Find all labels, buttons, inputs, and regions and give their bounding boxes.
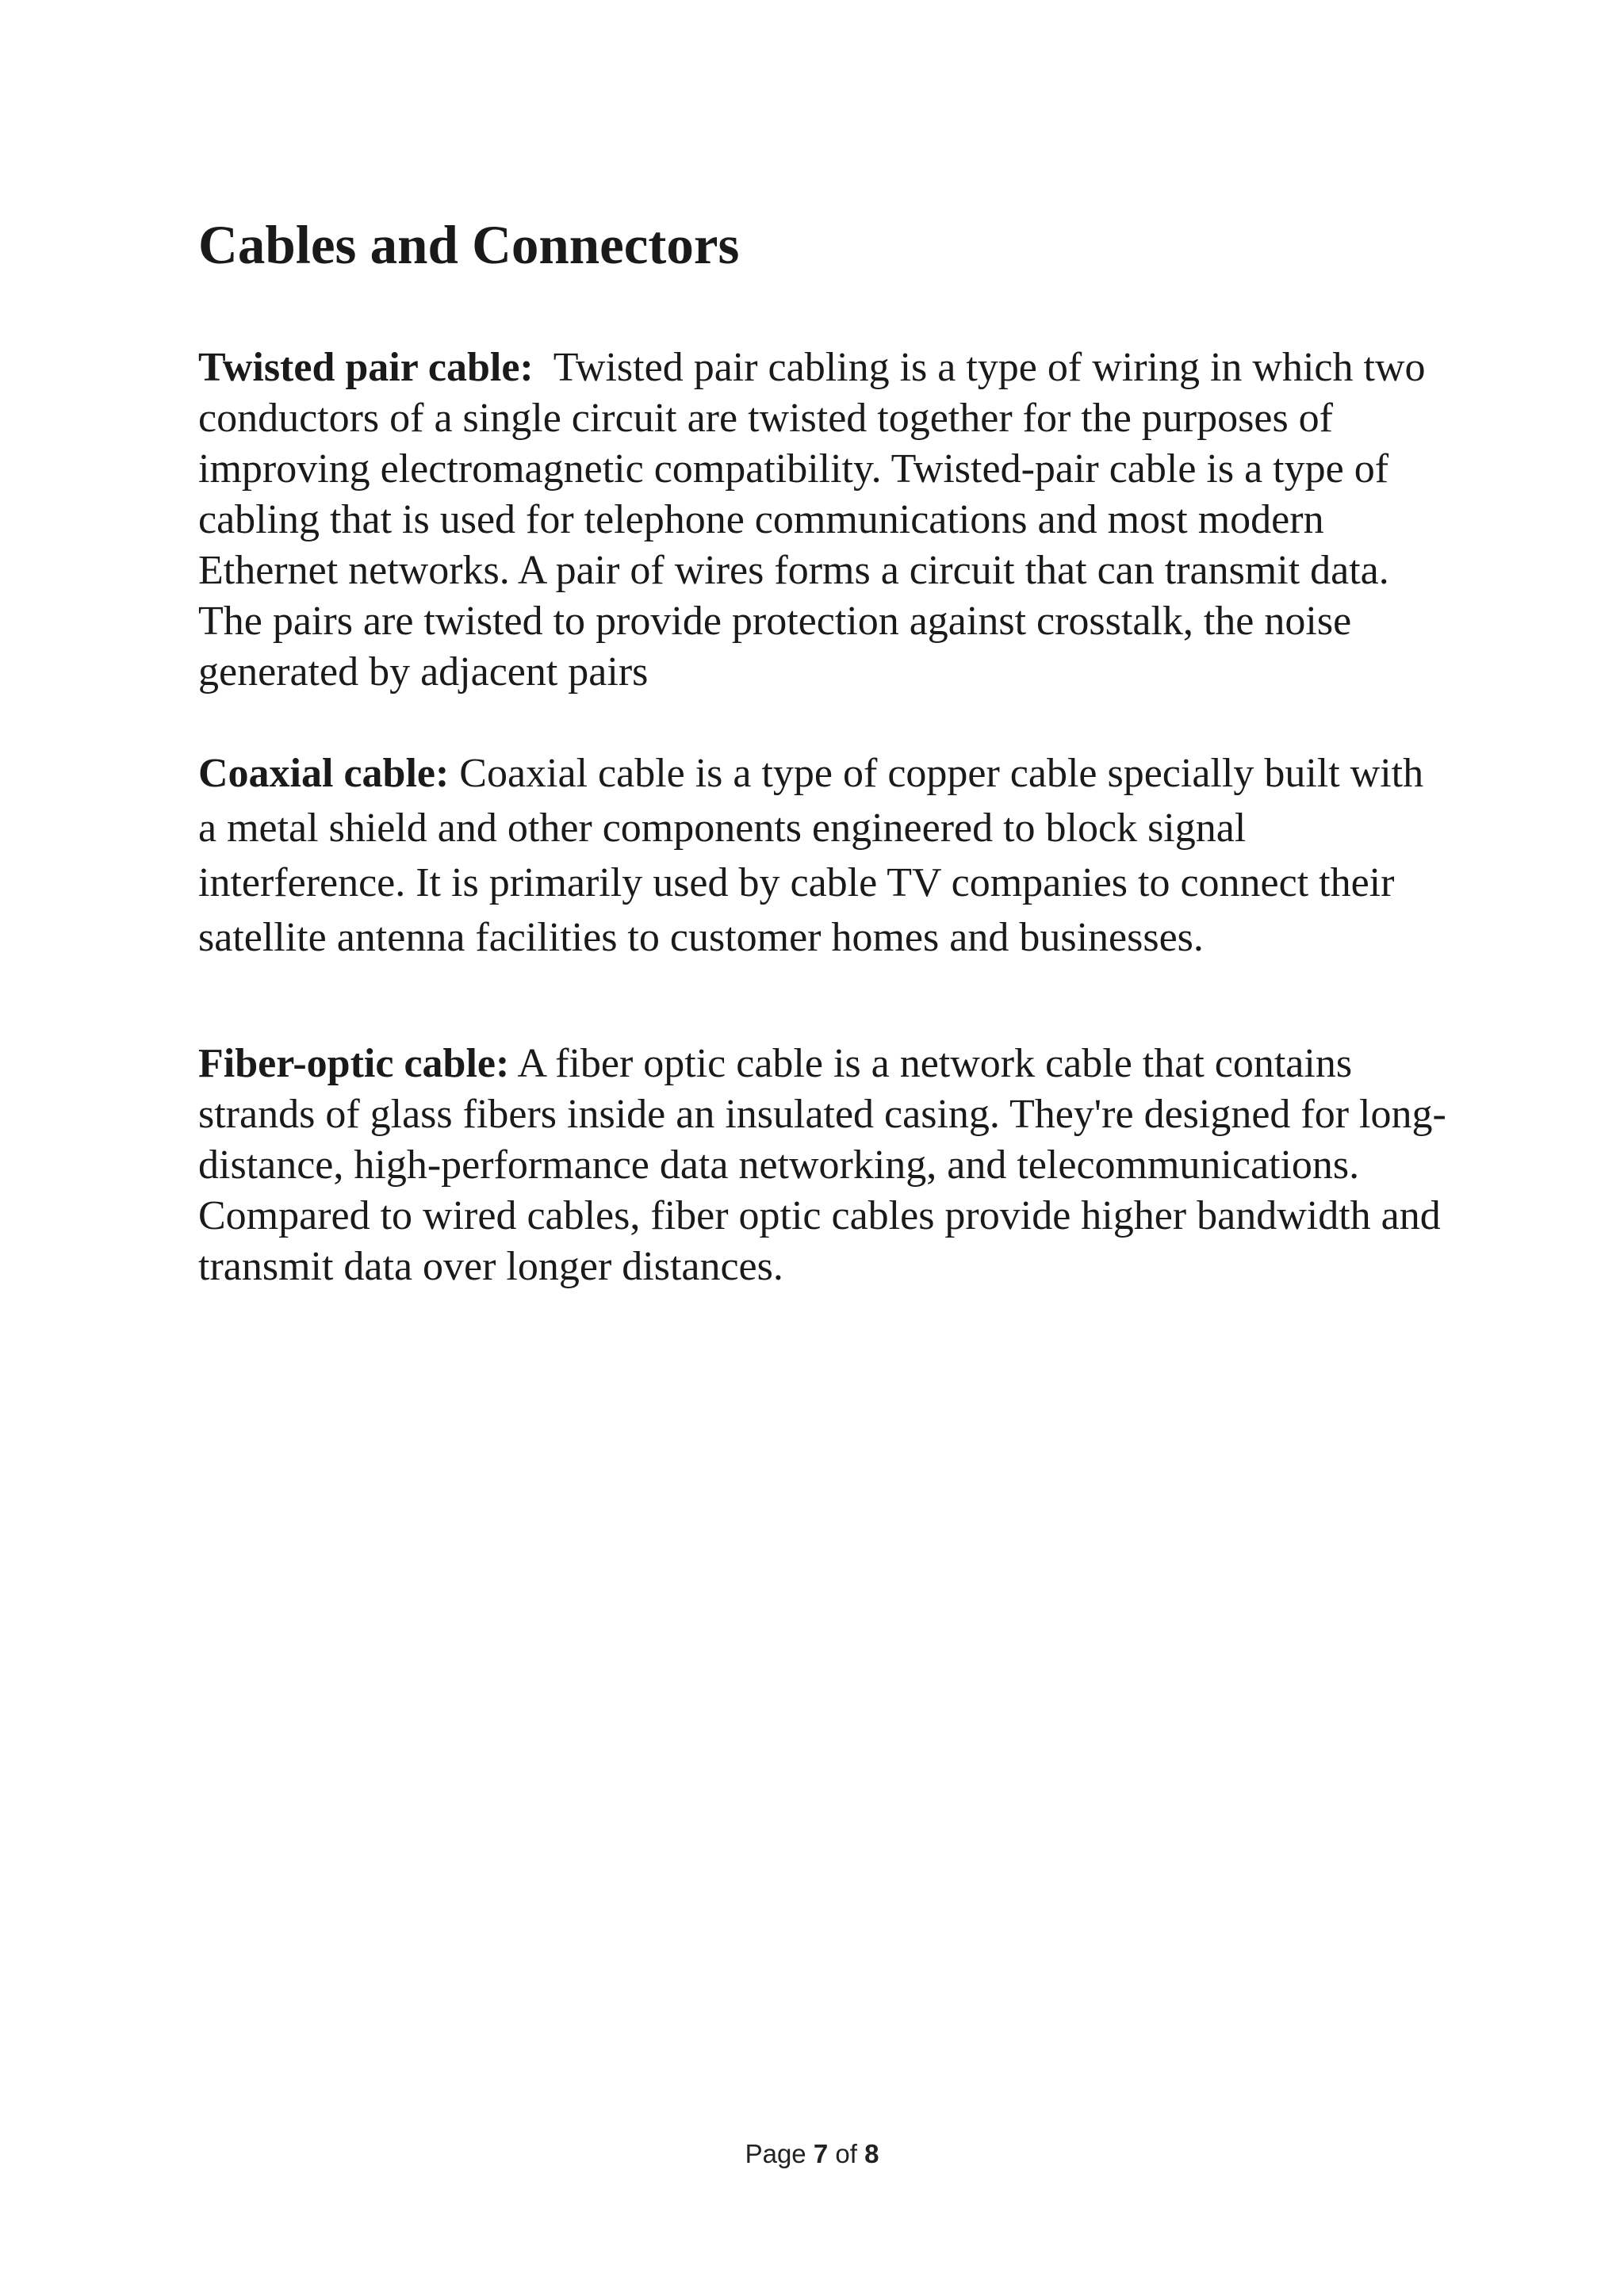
section-term: Coaxial cable: — [198, 751, 450, 796]
current-page-number: 7 — [813, 2139, 829, 2168]
section-twisted-pair-cable — [198, 342, 1451, 698]
section-body: Coaxial cable is a type of copper cable specially built with a metal shield and other components engineered to block signal interference. It is primarily used by cable TV companies to connect their satellite antenna facilities to customer homes and businesses. — [198, 751, 1424, 960]
page-label: Page — [745, 2139, 806, 2168]
section-body: A fiber optic cable is a network cable that contains strands of glass fibers inside an insulated casing. They're designed for long-distance, high-performance data networking, and telecommunications. Compared to wired cables, fiber optic cables provide higher bandwidth and transmit data over longer distances. — [198, 1041, 1446, 1289]
total-pages-number: 8 — [864, 2139, 879, 2168]
section-term: Twisted pair cable: — [198, 345, 534, 390]
section-fiber-optic-cable — [198, 1039, 1451, 1292]
of-label: of — [835, 2139, 857, 2168]
section-term: Fiber-optic cable: — [198, 1041, 510, 1086]
page-footer — [0, 2139, 1624, 2169]
section-coaxial-cable — [198, 746, 1451, 965]
page-title: Cables and Connectors — [198, 215, 740, 275]
section-body: Twisted pair cabling is a type of wiring in which two conductors of a single circuit are twisted together for the purposes of improving electromagnetic compatibility. Twisted-pair cable is a type of cabling that is used for telephone communications and most modern Ethernet networks. A pair of wires forms a circuit that can transmit data. The pairs are twisted to provide protection against crosstalk, the noise generated by adjacent pairs — [198, 345, 1426, 695]
